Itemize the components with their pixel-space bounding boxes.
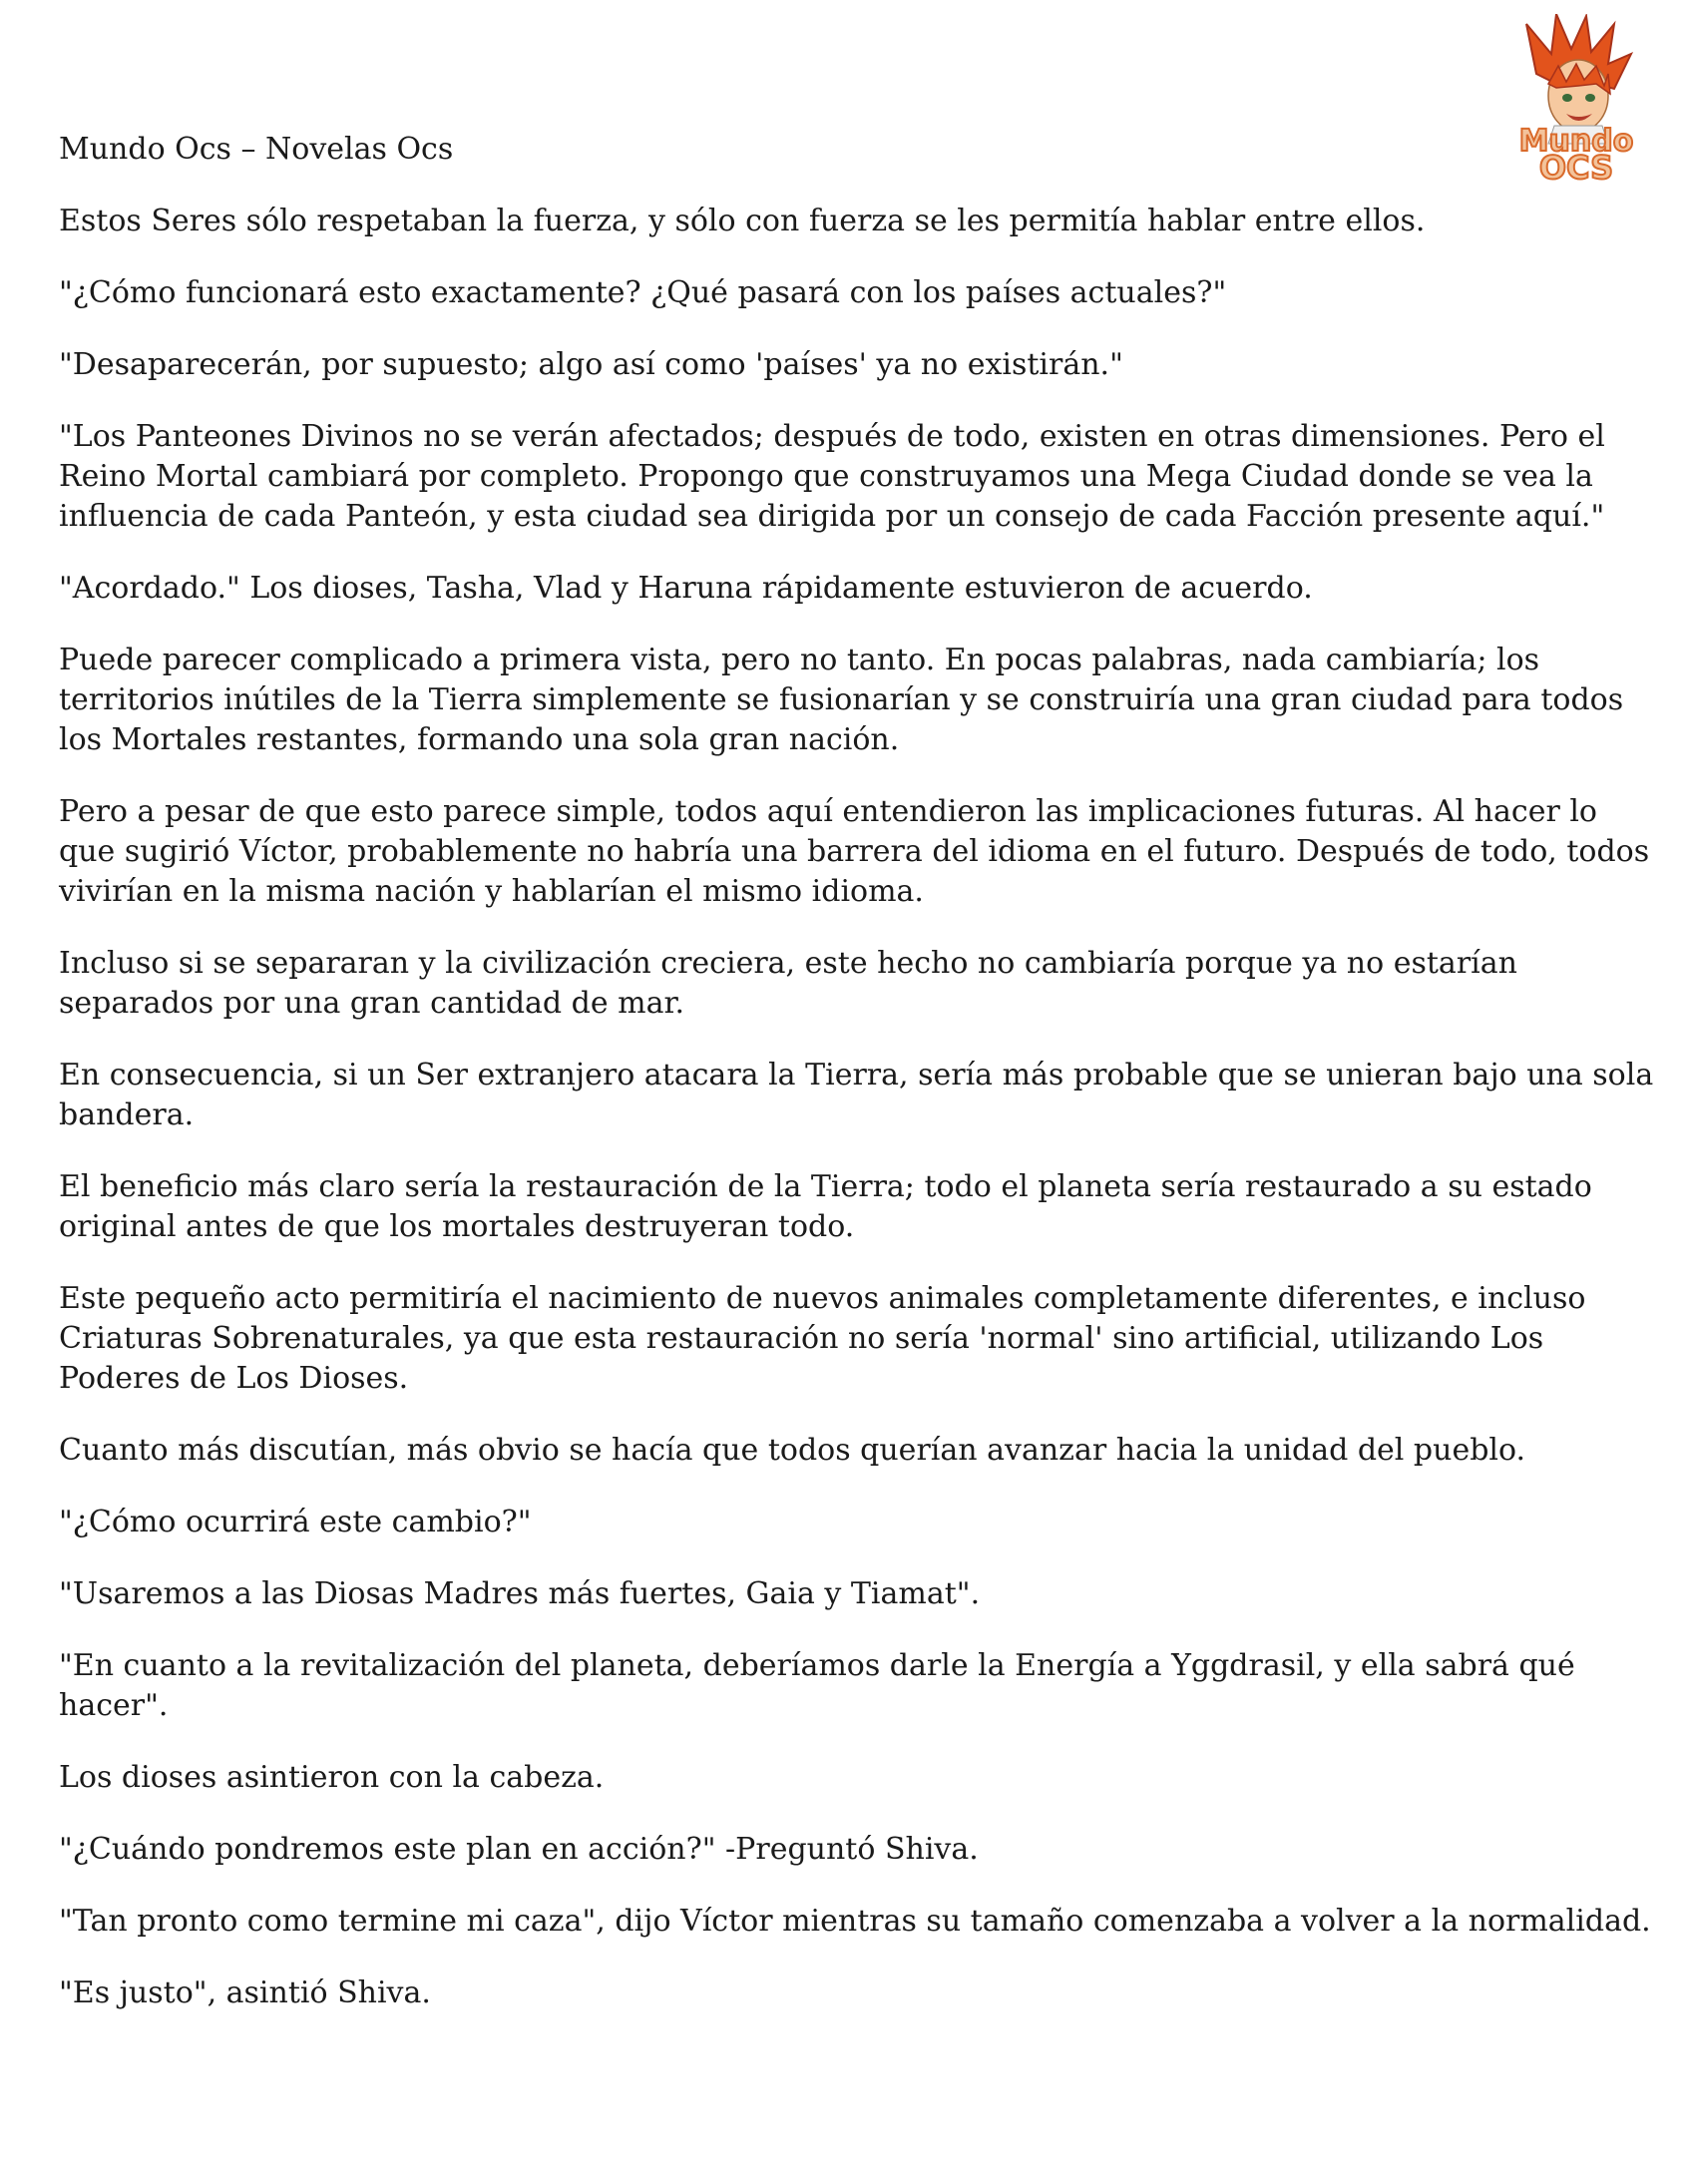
- document-body: [59, 202, 1655, 2013]
- paragraph: "¿Cómo ocurrirá este cambio?": [59, 1505, 532, 1539]
- paragraph: "Desaparecerán, por supuesto; algo así como 'países' ya no existirán.": [59, 347, 1123, 382]
- paragraph: Los dioses asintieron con la cabeza.: [59, 1760, 605, 1795]
- paragraph: "Es justo", asintió Shiva.: [59, 1975, 431, 2010]
- svg-text:Mundo: Mundo: [1518, 124, 1634, 159]
- paragraph: En consecuencia, si un Ser extranjero atacara la Tierra, sería más probable que se unieran bajo una sola bandera.: [59, 1058, 1654, 1132]
- paragraph: "En cuanto a la revitalización del planeta, deberíamos darle la Energía a Yggdrasil, y ella sabrá qué hacer".: [59, 1648, 1575, 1723]
- paragraph: "Acordado." Los dioses, Tasha, Vlad y Haruna rápidamente estuvieron de acuerdo.: [59, 571, 1313, 606]
- paragraph: "Tan pronto como termine mi caza", dijo Víctor mientras su tamaño comenzaba a volver a la normalidad.: [59, 1904, 1651, 1939]
- document-page: [59, 130, 1655, 2045]
- paragraph: Estos Seres sólo respetaban la fuerza, y sólo con fuerza se les permitía hablar entre ellos.: [59, 204, 1426, 238]
- paragraph: Incluso si se separaran y la civilización creciera, este hecho no cambiaría porque ya no estarían separados por una gran cantidad de mar.: [59, 946, 1517, 1021]
- paragraph: El beneficio más claro sería la restauración de la Tierra; todo el planeta sería restaurado a su estado original antes de que los mortales destruyeran todo.: [59, 1169, 1592, 1244]
- paragraph: Este pequeño acto permitiría el nacimiento de nuevos animales completamente diferentes, e incluso Criaturas Sobrenaturales, ya que esta restauración no sería 'normal' sino artificial, utilizando Los Poderes de Los Dioses.: [59, 1281, 1586, 1396]
- paragraph: Pero a pesar de que esto parece simple, todos aquí entendieron las implicaciones futuras. Al hacer lo que sugirió Víctor, probablemente no habría una barrera del idioma en el futuro. Después de todo, todos vivirían en la misma nación y hablarían el mismo idioma.: [59, 794, 1650, 909]
- paragraph: "¿Cómo funcionará esto exactamente? ¿Qué pasará con los países actuales?": [59, 275, 1227, 310]
- paragraph: "Los Panteones Divinos no se verán afectados; después de todo, existen en otras dimensiones. Pero el Reino Mortal cambiará por completo. Propongo que construyamos una Mega Ciudad donde se vea la influencia de cada Panteón, y esta ciudad sea dirigida por un consejo de cada Facción presente aquí.": [59, 419, 1605, 534]
- paragraph: Puede parecer complicado a primera vista, pero no tanto. En pocas palabras, nada cambiaría; los territorios inútiles de la Tierra simplemente se fusionarían y se construiría una gran ciudad para todos los Mortales restantes, formando una sola gran nación.: [59, 643, 1624, 757]
- document-header: Mundo Ocs – Novelas Ocs: [59, 132, 454, 167]
- paragraph: Cuanto más discutían, más obvio se hacía que todos querían avanzar hacia la unidad del pueblo.: [59, 1433, 1526, 1468]
- svg-text:OCS: OCS: [1538, 149, 1614, 184]
- paragraph: "¿Cuándo pondremos este plan en acción?" -Preguntó Shiva.: [59, 1832, 979, 1867]
- paragraph: "Usaremos a las Diosas Madres más fuertes, Gaia y Tiamat".: [59, 1576, 981, 1611]
